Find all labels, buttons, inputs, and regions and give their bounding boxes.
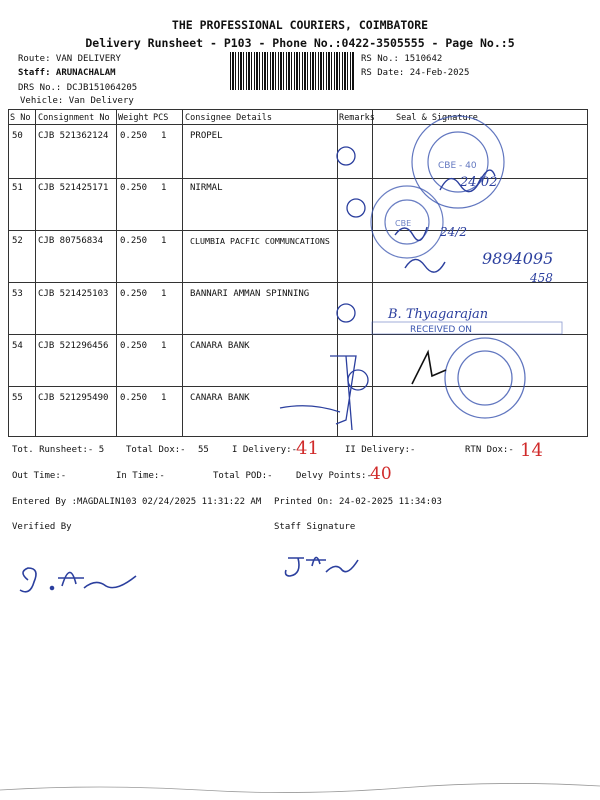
rtn-dox-value: 14	[520, 440, 543, 461]
row-consignee: NIRMAL	[190, 183, 223, 193]
col-consignee: Consignee Details	[185, 113, 272, 123]
ii-delivery-label: II Delivery:-	[345, 445, 416, 455]
runsheet-subtitle: Delivery Runsheet - P103 - Phone No.:0422-3505555 - Page No.:5	[85, 36, 515, 50]
row-sno: 53	[12, 289, 23, 299]
row-consignee: PROPEL	[190, 131, 223, 141]
svg-text:CBE - 40: CBE - 40	[438, 161, 477, 171]
row50-handwritten-date: 24/02	[460, 175, 498, 190]
rs-date: RS Date: 24-Feb-2025	[361, 68, 470, 78]
row-sno: 51	[12, 183, 23, 193]
total-pod-label: Total POD:-	[213, 471, 273, 481]
row-pcs: 1	[161, 183, 167, 193]
svg-text:CBE: CBE	[395, 219, 412, 228]
rtn-dox-label: RTN Dox:-	[465, 445, 514, 455]
staff-signature-label: Staff Signature	[274, 522, 356, 532]
row-sno: 52	[12, 236, 23, 246]
drs-number: DRS No.: DCJB151064205	[18, 83, 138, 93]
delvy-points-label: Delvy Points:-	[296, 471, 372, 481]
col-weight: Weight	[118, 113, 149, 123]
row-consignment: CJB 521425171	[38, 183, 109, 193]
row-weight: 0.250	[120, 393, 148, 403]
col-consignment: Consignment No	[38, 113, 110, 123]
col-sno: S No	[10, 113, 31, 123]
row-consignee: CANARA BANK	[190, 393, 250, 403]
total-dox-label: Total Dox:-	[126, 445, 186, 455]
entered-by: Entered By :MAGDALIN103 02/24/2025 11:31:22 AM	[12, 497, 262, 507]
row-consignment: CJB 521362124	[38, 131, 109, 141]
row-pcs: 1	[161, 131, 167, 141]
row-consignment: CJB 80756834	[38, 236, 104, 246]
row52-handwritten-sub: 458	[530, 271, 553, 285]
row51-handwritten-date: 24/2	[440, 225, 467, 239]
row-consignee: BANNARI AMMAN SPINNING	[190, 289, 310, 299]
received-on-stamp-text: RECEIVED ON	[410, 325, 473, 335]
staff-signature	[286, 557, 359, 576]
vehicle-label: Vehicle: Van Delivery	[20, 96, 134, 106]
rs-number: RS No.: 1510642	[361, 54, 443, 64]
row-consignment: CJB 521296456	[38, 341, 109, 351]
row-consignee: CANARA BANK	[190, 341, 250, 351]
verified-signature	[20, 568, 136, 592]
row-consignment: CJB 521425103	[38, 289, 109, 299]
col-pcs: PCS	[153, 113, 169, 123]
row-sno: 54	[12, 341, 23, 351]
delvy-points-value: 40	[370, 464, 392, 484]
row-weight: 0.250	[120, 341, 148, 351]
total-dox-value: 55	[198, 445, 209, 455]
i-delivery-label: I Delivery:-	[232, 445, 298, 455]
row-weight: 0.250	[120, 183, 148, 193]
company-title: THE PROFESSIONAL COURIERS, COIMBATORE	[171, 18, 429, 32]
col-seal-signature: Seal & Signature	[396, 113, 478, 123]
row-weight: 0.250	[120, 236, 148, 246]
row-weight: 0.250	[120, 289, 148, 299]
route-label: Route: VAN DELIVERY	[18, 54, 121, 64]
row-pcs: 1	[161, 393, 167, 403]
col-remarks: Remarks	[339, 113, 375, 123]
row-consignee: CLUMBIA PACFIC COMMUNCATIONS	[190, 236, 330, 246]
row-sno: 50	[12, 131, 23, 141]
out-time-label: Out Time:-	[12, 471, 67, 481]
row-weight: 0.250	[120, 131, 148, 141]
row52-handwritten-phone: 9894095	[482, 249, 554, 268]
i-delivery-value: 41	[296, 438, 319, 459]
staff-label: Staff: ARUNACHALAM	[18, 68, 116, 78]
row-pcs: 1	[161, 341, 167, 351]
verified-by-label: Verified By	[12, 522, 72, 532]
row-consignment: CJB 521295490	[38, 393, 109, 403]
tot-runsheet: Tot. Runsheet:- 5	[12, 445, 105, 455]
row53-handwritten-name: B. Thyagarajan	[388, 307, 489, 322]
row-sno: 55	[12, 393, 23, 403]
row-pcs: 1	[161, 289, 167, 299]
in-time-label: In Time:-	[116, 471, 165, 481]
row-pcs: 1	[161, 236, 167, 246]
printed-on: Printed On: 24-02-2025 11:34:03	[274, 497, 442, 507]
